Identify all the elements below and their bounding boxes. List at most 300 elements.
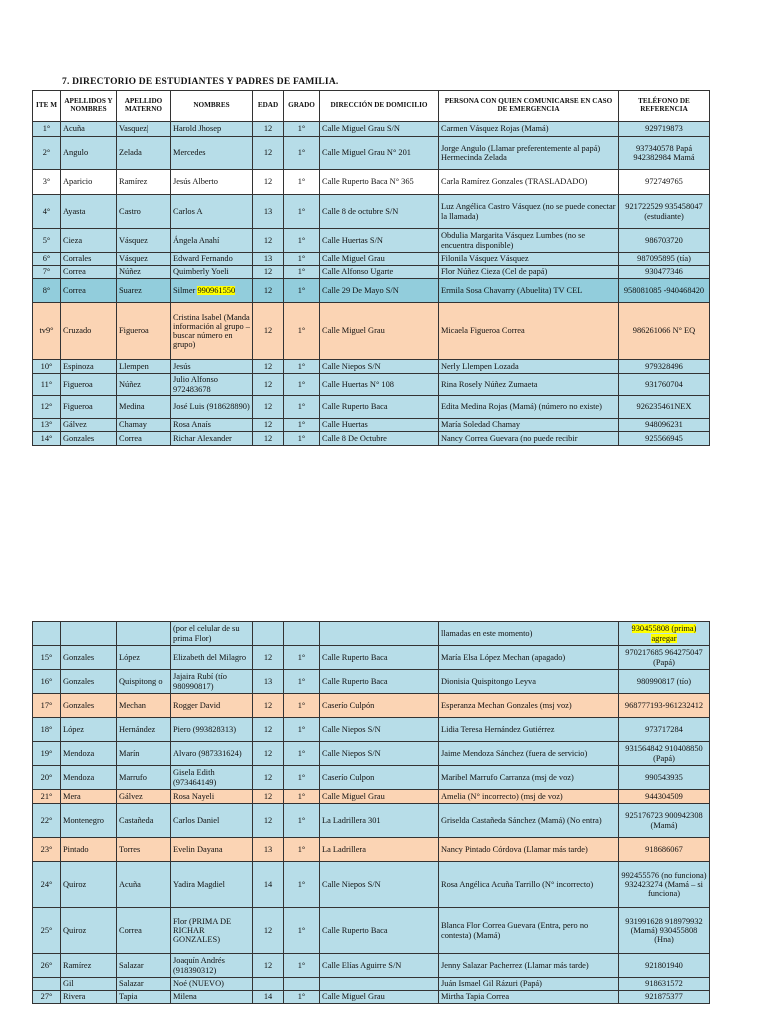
cell-edad: 12 — [253, 718, 284, 742]
cell-nombres: Elizabeth del Milagro — [171, 646, 253, 670]
cell-telefono: 931991628 918979932 (Mamá) 930455808 (Hna) — [619, 908, 710, 954]
cell-nombres: Flor (PRIMA DE RICHAR GONZALES) — [171, 908, 253, 954]
table-row — [33, 170, 710, 195]
cell-nombres: Carlos Daniel — [171, 804, 253, 838]
cell-nombres: Jajaira Rubí (tío 980990817) — [171, 670, 253, 694]
cell-grado: 1° — [284, 862, 320, 908]
cell-item: 8° — [33, 279, 61, 303]
cell-apellidos: Gálvez — [61, 419, 117, 432]
cell-grado: 1° — [284, 229, 320, 253]
cell-item: 26° — [33, 954, 61, 978]
cell-direccion: Calle Miguel Grau — [320, 303, 439, 360]
cell-edad: 14 — [253, 991, 284, 1004]
cell-direccion: Calle Huertas — [320, 419, 439, 432]
cell-direccion: Calle Miguel Grau — [320, 991, 439, 1004]
cell-grado: 1° — [284, 670, 320, 694]
cell-persona: Esperanza Mechan Gonzales (msj voz) — [439, 694, 619, 718]
cell-persona: Edita Medina Rojas (Mamá) (número no existe) — [439, 396, 619, 419]
cell-item: 24° — [33, 862, 61, 908]
cell-materno: Correa — [117, 432, 171, 446]
cell-telefono: 990543935 — [619, 766, 710, 790]
cell-nombres: Harold Jhosep — [171, 122, 253, 137]
cell-telefono: 931760704 — [619, 374, 710, 396]
cell-apellidos: Acuña — [61, 122, 117, 137]
cell-nombres: Evelin Dayana — [171, 838, 253, 862]
cell-persona: Obdulia Margarita Vásquez Lumbes (no se encuentra disponible) — [439, 229, 619, 253]
cell-item: 13° — [33, 419, 61, 432]
cell-nombres: Jesús — [171, 360, 253, 374]
cell-materno: Vásquez — [117, 253, 171, 266]
table-row — [33, 718, 710, 742]
cell-direccion: Calle Miguel Grau N° 201 — [320, 137, 439, 170]
cell-persona: Dionisia Quispitongo Leyva — [439, 670, 619, 694]
cell-edad: 12 — [253, 170, 284, 195]
cell-direccion: Calle Miguel Grau — [320, 790, 439, 804]
cell-item: 17° — [33, 694, 61, 718]
cell-persona: Mirtha Tapia Correa — [439, 991, 619, 1004]
cell-edad: 12 — [253, 303, 284, 360]
cell-materno: Hernández — [117, 718, 171, 742]
cell-materno — [117, 622, 171, 646]
cell-grado: 1° — [284, 432, 320, 446]
cell-grado: 1° — [284, 122, 320, 137]
cell-telefono: 921722529 935458047 (estudiante) — [619, 195, 710, 229]
cell-item: 2° — [33, 137, 61, 170]
cell-persona: llamadas en este momento) — [439, 622, 619, 646]
cell-telefono: 918686067 — [619, 838, 710, 862]
cell-direccion: Calle 8 de octubre S/N — [320, 195, 439, 229]
table-row — [33, 195, 710, 229]
cell-item: 20° — [33, 766, 61, 790]
table-row — [33, 908, 710, 954]
cell-nombres: Richar Alexander — [171, 432, 253, 446]
cell-materno: Mechan — [117, 694, 171, 718]
cell-edad: 12 — [253, 742, 284, 766]
cell-direccion: Calle Ruperto Baca N° 365 — [320, 170, 439, 195]
cell-direccion: Calle 29 De Mayo S/N — [320, 279, 439, 303]
cell-nombres: Julio Alfonso 972483678 — [171, 374, 253, 396]
cell-edad: 12 — [253, 374, 284, 396]
cell-materno: Correa — [117, 908, 171, 954]
table-row — [33, 279, 710, 303]
cell-grado: 1° — [284, 170, 320, 195]
cell-apellidos: Pintado — [61, 838, 117, 862]
cell-direccion: Caserío Culpon — [320, 766, 439, 790]
cell-item: 6° — [33, 253, 61, 266]
cell-nombres: Silmer 990961550 — [171, 279, 253, 303]
cell-direccion: Calle Miguel Grau S/N — [320, 122, 439, 137]
cell-nombres: Carlos A — [171, 195, 253, 229]
col-header-telefono: TELÉFONO DE REFERENCIA — [619, 91, 710, 122]
cell-materno: Llempen — [117, 360, 171, 374]
cell-item: 10° — [33, 360, 61, 374]
cell-direccion: Calle 8 De Octubre — [320, 432, 439, 446]
cell-grado: 1° — [284, 360, 320, 374]
cell-item: 4° — [33, 195, 61, 229]
highlighted-phone: 990961550 — [197, 285, 236, 295]
cell-direccion: Calle Niepos S/N — [320, 742, 439, 766]
cell-grado: 1° — [284, 253, 320, 266]
cell-persona: Nancy Pintado Córdova (Llamar más tarde) — [439, 838, 619, 862]
cell-item: 11° — [33, 374, 61, 396]
col-header-edad: EDAD — [253, 91, 284, 122]
cell-persona: Rina Rosely Núñez Zumaeta — [439, 374, 619, 396]
cell-direccion: Calle Alfonso Ugarte — [320, 266, 439, 279]
cell-edad: 12 — [253, 137, 284, 170]
cell-nombres: Mercedes — [171, 137, 253, 170]
cell-persona: Nerly Llempen Lozada — [439, 360, 619, 374]
cell-materno: Salazar — [117, 978, 171, 991]
cell-nombres: Cristina Isabel (Manda información al grupo – buscar número en grupo) — [171, 303, 253, 360]
continuation-row — [33, 622, 710, 646]
col-header-item: ITE M — [33, 91, 61, 122]
cell-item: 15° — [33, 646, 61, 670]
cell-persona: Flor Núñez Cieza (Cel de papá) — [439, 266, 619, 279]
cell-persona: Filonila Vásquez Vásquez — [439, 253, 619, 266]
cell-telefono: 980990817 (tío) — [619, 670, 710, 694]
cell-apellidos: Gonzales — [61, 670, 117, 694]
table-row — [33, 122, 710, 137]
cell-apellidos: Ayasta — [61, 195, 117, 229]
col-header-nombres: NOMBRES — [171, 91, 253, 122]
cell-materno: Marín — [117, 742, 171, 766]
table-row — [33, 991, 710, 1004]
cell-apellidos: Gonzales — [61, 694, 117, 718]
cell-materno: Castañeda — [117, 804, 171, 838]
table-row — [33, 804, 710, 838]
cell-apellidos: Angulo — [61, 137, 117, 170]
cell-item: 18° — [33, 718, 61, 742]
cell-edad: 12 — [253, 419, 284, 432]
cell-grado: 1° — [284, 279, 320, 303]
students-table-part-2 — [32, 621, 710, 1004]
cell-grado: 1° — [284, 303, 320, 360]
cell-telefono: 972749765 — [619, 170, 710, 195]
cell-item: 14° — [33, 432, 61, 446]
cell-apellidos: López — [61, 718, 117, 742]
cell-persona: Jaime Mendoza Sánchez (fuera de servicio) — [439, 742, 619, 766]
cell-telefono — [619, 622, 710, 646]
cell-apellidos: Gonzales — [61, 646, 117, 670]
cell-persona: Lidia Teresa Hernández Gutiérrez — [439, 718, 619, 742]
cell-edad: 12 — [253, 266, 284, 279]
cell-direccion: Calle Huertas N° 108 — [320, 374, 439, 396]
table-row — [33, 419, 710, 432]
cell-telefono: 992455576 (no funciona) 932423274 (Mamá – si funciona) — [619, 862, 710, 908]
cell-grado: 1° — [284, 195, 320, 229]
students-table-part-1 — [32, 90, 710, 446]
cell-persona: Griselda Castañeda Sánchez (Mamá) (No entra) — [439, 804, 619, 838]
cell-telefono: 970217685 964275047 (Papá) — [619, 646, 710, 670]
col-header-persona: PERSONA CON QUIEN COMUNICARSE EN CASO DE EMERGENCIA — [439, 91, 619, 122]
cell-edad: 12 — [253, 804, 284, 838]
cell-edad: 12 — [253, 229, 284, 253]
cell-materno: Castro — [117, 195, 171, 229]
cell-direccion: Calle Ruperto Baca — [320, 670, 439, 694]
table-row — [33, 694, 710, 718]
cell-persona: Carmen Vásquez Rojas (Mamá) — [439, 122, 619, 137]
cell-telefono: 948096231 — [619, 419, 710, 432]
cell-nombres: Rosa Anaís — [171, 419, 253, 432]
header-row — [33, 91, 710, 122]
cell-apellidos: Rivera — [61, 991, 117, 1004]
cell-apellidos: Gonzales — [61, 432, 117, 446]
cell-nombres: Rosa Nayeli — [171, 790, 253, 804]
cell-telefono: 986261066 N° EQ — [619, 303, 710, 360]
cell-direccion: Calle Ruperto Baca — [320, 908, 439, 954]
cell-item: 19° — [33, 742, 61, 766]
cell-telefono: 930477346 — [619, 266, 710, 279]
cell-edad: 12 — [253, 360, 284, 374]
cell-telefono: 958081085 -940468420 — [619, 279, 710, 303]
cell-apellidos: Mendoza — [61, 766, 117, 790]
cell-direccion: Calle Niepos S/N — [320, 360, 439, 374]
cell-direccion: Calle Niepos S/N — [320, 862, 439, 908]
cell-persona: Carla Ramírez Gonzales (TRASLADADO) — [439, 170, 619, 195]
table-row — [33, 396, 710, 419]
cell-materno: Núñez — [117, 374, 171, 396]
cell-item: 1° — [33, 122, 61, 137]
cell-nombres: Joaquín Andrés (918390312) — [171, 954, 253, 978]
cell-edad — [253, 978, 284, 991]
cell-nombres: Jesús Alberto — [171, 170, 253, 195]
cell-edad: 13 — [253, 838, 284, 862]
cell-grado: 1° — [284, 838, 320, 862]
cell-nombres: Alvaro (987331624) — [171, 742, 253, 766]
cell-persona: María Elsa López Mechan (apagado) — [439, 646, 619, 670]
section-title: 7. DIRECTORIO DE ESTUDIANTES Y PADRES DE FAMILIA. — [62, 77, 339, 87]
cell-persona: Rosa Angélica Acuña Tarrillo (N° incorrecto) — [439, 862, 619, 908]
cell-direccion — [320, 622, 439, 646]
cell-materno: Ramírez — [117, 170, 171, 195]
cell-telefono: 921875377 — [619, 991, 710, 1004]
cell-direccion: Calle Ruperto Baca — [320, 646, 439, 670]
cell-apellidos: Mendoza — [61, 742, 117, 766]
table-row — [33, 670, 710, 694]
cell-item: 5° — [33, 229, 61, 253]
cell-persona: Amelia (N° incorrecto) (msj de voz) — [439, 790, 619, 804]
cell-telefono: 925176723 900942308 (Mamá) — [619, 804, 710, 838]
cell-edad: 12 — [253, 694, 284, 718]
cell-materno: Marrufo — [117, 766, 171, 790]
cell-grado: 1° — [284, 908, 320, 954]
cell-apellidos: Figueroa — [61, 396, 117, 419]
cell-grado: 1° — [284, 419, 320, 432]
cell-grado: 1° — [284, 766, 320, 790]
cell-persona: Micaela Figueroa Correa — [439, 303, 619, 360]
cell-item: 12° — [33, 396, 61, 419]
cell-grado — [284, 978, 320, 991]
cell-apellidos: Quiroz — [61, 862, 117, 908]
cell-telefono: 921801940 — [619, 954, 710, 978]
table-row — [33, 360, 710, 374]
cell-grado: 1° — [284, 374, 320, 396]
cell-materno: Vasquez| — [117, 122, 171, 137]
cell-materno: Salazar — [117, 954, 171, 978]
table-row — [33, 954, 710, 978]
cell-edad: 12 — [253, 790, 284, 804]
cell-grado: 1° — [284, 396, 320, 419]
cell-telefono: 987095895 (tía) — [619, 253, 710, 266]
cell-persona: Blanca Flor Correa Guevara (Entra, pero no contesta) (Mamá) — [439, 908, 619, 954]
cell-grado: 1° — [284, 266, 320, 279]
table-row — [33, 303, 710, 360]
table-row — [33, 266, 710, 279]
table-row — [33, 766, 710, 790]
cell-apellidos: Ramírez — [61, 954, 117, 978]
cell-item: 23° — [33, 838, 61, 862]
cell-edad: 12 — [253, 122, 284, 137]
cell-persona: Maribel Marrufo Carranza (msj de voz) — [439, 766, 619, 790]
cell-item: 3° — [33, 170, 61, 195]
cell-persona: Jenny Salazar Pacherrez (Llamar más tarde) — [439, 954, 619, 978]
cell-direccion: Calle Huertas S/N — [320, 229, 439, 253]
cell-item — [33, 622, 61, 646]
cell-persona: Luz Angélica Castro Vásquez (no se puede conectar la llamada) — [439, 195, 619, 229]
col-header-grado: GRADO — [284, 91, 320, 122]
highlighted-phone: 930455808 (prima) agregar — [631, 624, 697, 643]
cell-telefono: 973717284 — [619, 718, 710, 742]
table-row — [33, 790, 710, 804]
cell-edad: 12 — [253, 279, 284, 303]
cell-telefono: 929719873 — [619, 122, 710, 137]
cell-telefono: 986703720 — [619, 229, 710, 253]
cell-nombres: Yadira Magdiel — [171, 862, 253, 908]
cell-materno: Gálvez — [117, 790, 171, 804]
table-row — [33, 229, 710, 253]
cell-direccion: La Ladrillera — [320, 838, 439, 862]
cell-grado — [284, 622, 320, 646]
cell-edad: 14 — [253, 862, 284, 908]
cell-apellidos: Correa — [61, 266, 117, 279]
cell-telefono: 926235461NEX — [619, 396, 710, 419]
cell-apellidos: Figueroa — [61, 374, 117, 396]
cell-nombres: (por el celular de su prima Flor) — [171, 622, 253, 646]
cell-edad: 12 — [253, 396, 284, 419]
cell-edad: 12 — [253, 766, 284, 790]
cell-materno: Chamay — [117, 419, 171, 432]
cell-apellidos: Espinoza — [61, 360, 117, 374]
cell-apellidos: Mera — [61, 790, 117, 804]
cell-edad: 13 — [253, 195, 284, 229]
cell-nombres: Noé (NUEVO) — [171, 978, 253, 991]
cell-apellidos: Corrales — [61, 253, 117, 266]
cell-telefono: 931564842 910408850 (Papá) — [619, 742, 710, 766]
cell-direccion: Calle Elías Aguirre S/N — [320, 954, 439, 978]
cell-direccion: Caserío Culpón — [320, 694, 439, 718]
cell-nombres: Rogger David — [171, 694, 253, 718]
cell-materno: Vásquez — [117, 229, 171, 253]
cell-apellidos — [61, 622, 117, 646]
cell-persona: María Soledad Chamay — [439, 419, 619, 432]
cell-telefono: 968777193-961232412 — [619, 694, 710, 718]
cell-apellidos: Quiroz — [61, 908, 117, 954]
cell-edad: 12 — [253, 908, 284, 954]
cell-nombres: Ángela Anahí — [171, 229, 253, 253]
cell-telefono: 979328496 — [619, 360, 710, 374]
cell-materno: Quispitong o — [117, 670, 171, 694]
cell-edad: 12 — [253, 954, 284, 978]
cell-item — [33, 978, 61, 991]
cell-item: 22° — [33, 804, 61, 838]
cell-edad: 12 — [253, 432, 284, 446]
cell-materno: Figueroa — [117, 303, 171, 360]
table-row — [33, 432, 710, 446]
cell-grado: 1° — [284, 718, 320, 742]
cell-nombres: Gisela Edith (973464149) — [171, 766, 253, 790]
col-header-apellidos: APELLIDOS Y NOMBRES — [61, 91, 117, 122]
cell-item: 7° — [33, 266, 61, 279]
table-row — [33, 646, 710, 670]
cell-persona: Juán Ismael Gil Rázuri (Papá) — [439, 978, 619, 991]
cell-apellidos: Montenegro — [61, 804, 117, 838]
table-row — [33, 862, 710, 908]
cell-grado: 1° — [284, 954, 320, 978]
table-row — [33, 253, 710, 266]
cell-direccion: Calle Niepos S/N — [320, 718, 439, 742]
cell-telefono: 937340578 Papá 942382984 Mamá — [619, 137, 710, 170]
cell-nombres: Quimberly Yoeli — [171, 266, 253, 279]
cell-item: 27° — [33, 991, 61, 1004]
cell-apellidos: Cieza — [61, 229, 117, 253]
cell-persona: Jorge Angulo (Llamar preferentemente al papá) Hermecinda Zelada — [439, 137, 619, 170]
cell-grado: 1° — [284, 646, 320, 670]
cell-edad: 12 — [253, 646, 284, 670]
table-row — [33, 374, 710, 396]
cell-item: tv9° — [33, 303, 61, 360]
cell-telefono: 918631572 — [619, 978, 710, 991]
cell-edad — [253, 622, 284, 646]
cell-apellidos: Gil — [61, 978, 117, 991]
cell-telefono: 944304509 — [619, 790, 710, 804]
table-row — [33, 137, 710, 170]
cell-materno: Medina — [117, 396, 171, 419]
cell-direccion: Calle Miguel Grau — [320, 253, 439, 266]
cell-direccion: La Ladrillera 301 — [320, 804, 439, 838]
cell-materno: Torres — [117, 838, 171, 862]
cell-item: 25° — [33, 908, 61, 954]
cell-apellidos: Correa — [61, 279, 117, 303]
cell-materno: Acuña — [117, 862, 171, 908]
cell-grado: 1° — [284, 742, 320, 766]
table-row — [33, 742, 710, 766]
cell-materno: López — [117, 646, 171, 670]
cell-materno: Tapia — [117, 991, 171, 1004]
cell-grado: 1° — [284, 804, 320, 838]
cell-edad: 13 — [253, 670, 284, 694]
cell-edad: 13 — [253, 253, 284, 266]
cell-nombres: Edward Fernando — [171, 253, 253, 266]
cell-nombres: Piero (993828313) — [171, 718, 253, 742]
cell-grado: 1° — [284, 137, 320, 170]
cell-grado: 1° — [284, 694, 320, 718]
cell-grado: 1° — [284, 991, 320, 1004]
cell-materno: Zelada — [117, 137, 171, 170]
cell-persona: Ermila Sosa Chavarry (Abuelita) TV CEL — [439, 279, 619, 303]
col-header-direccion: DIRECCIÓN DE DOMICILIO — [320, 91, 439, 122]
cell-apellidos: Cruzado — [61, 303, 117, 360]
table-row — [33, 978, 710, 991]
cell-item: 16° — [33, 670, 61, 694]
cell-apellidos: Aparicio — [61, 170, 117, 195]
cell-item: 21° — [33, 790, 61, 804]
col-header-materno: APELLIDO MATERNO — [117, 91, 171, 122]
cell-telefono: 925566945 — [619, 432, 710, 446]
cell-direccion — [320, 978, 439, 991]
cell-nombres: José Luis (918628890) — [171, 396, 253, 419]
cell-nombres: Milena — [171, 991, 253, 1004]
cell-persona: Nancy Correa Guevara (no puede recibir — [439, 432, 619, 446]
